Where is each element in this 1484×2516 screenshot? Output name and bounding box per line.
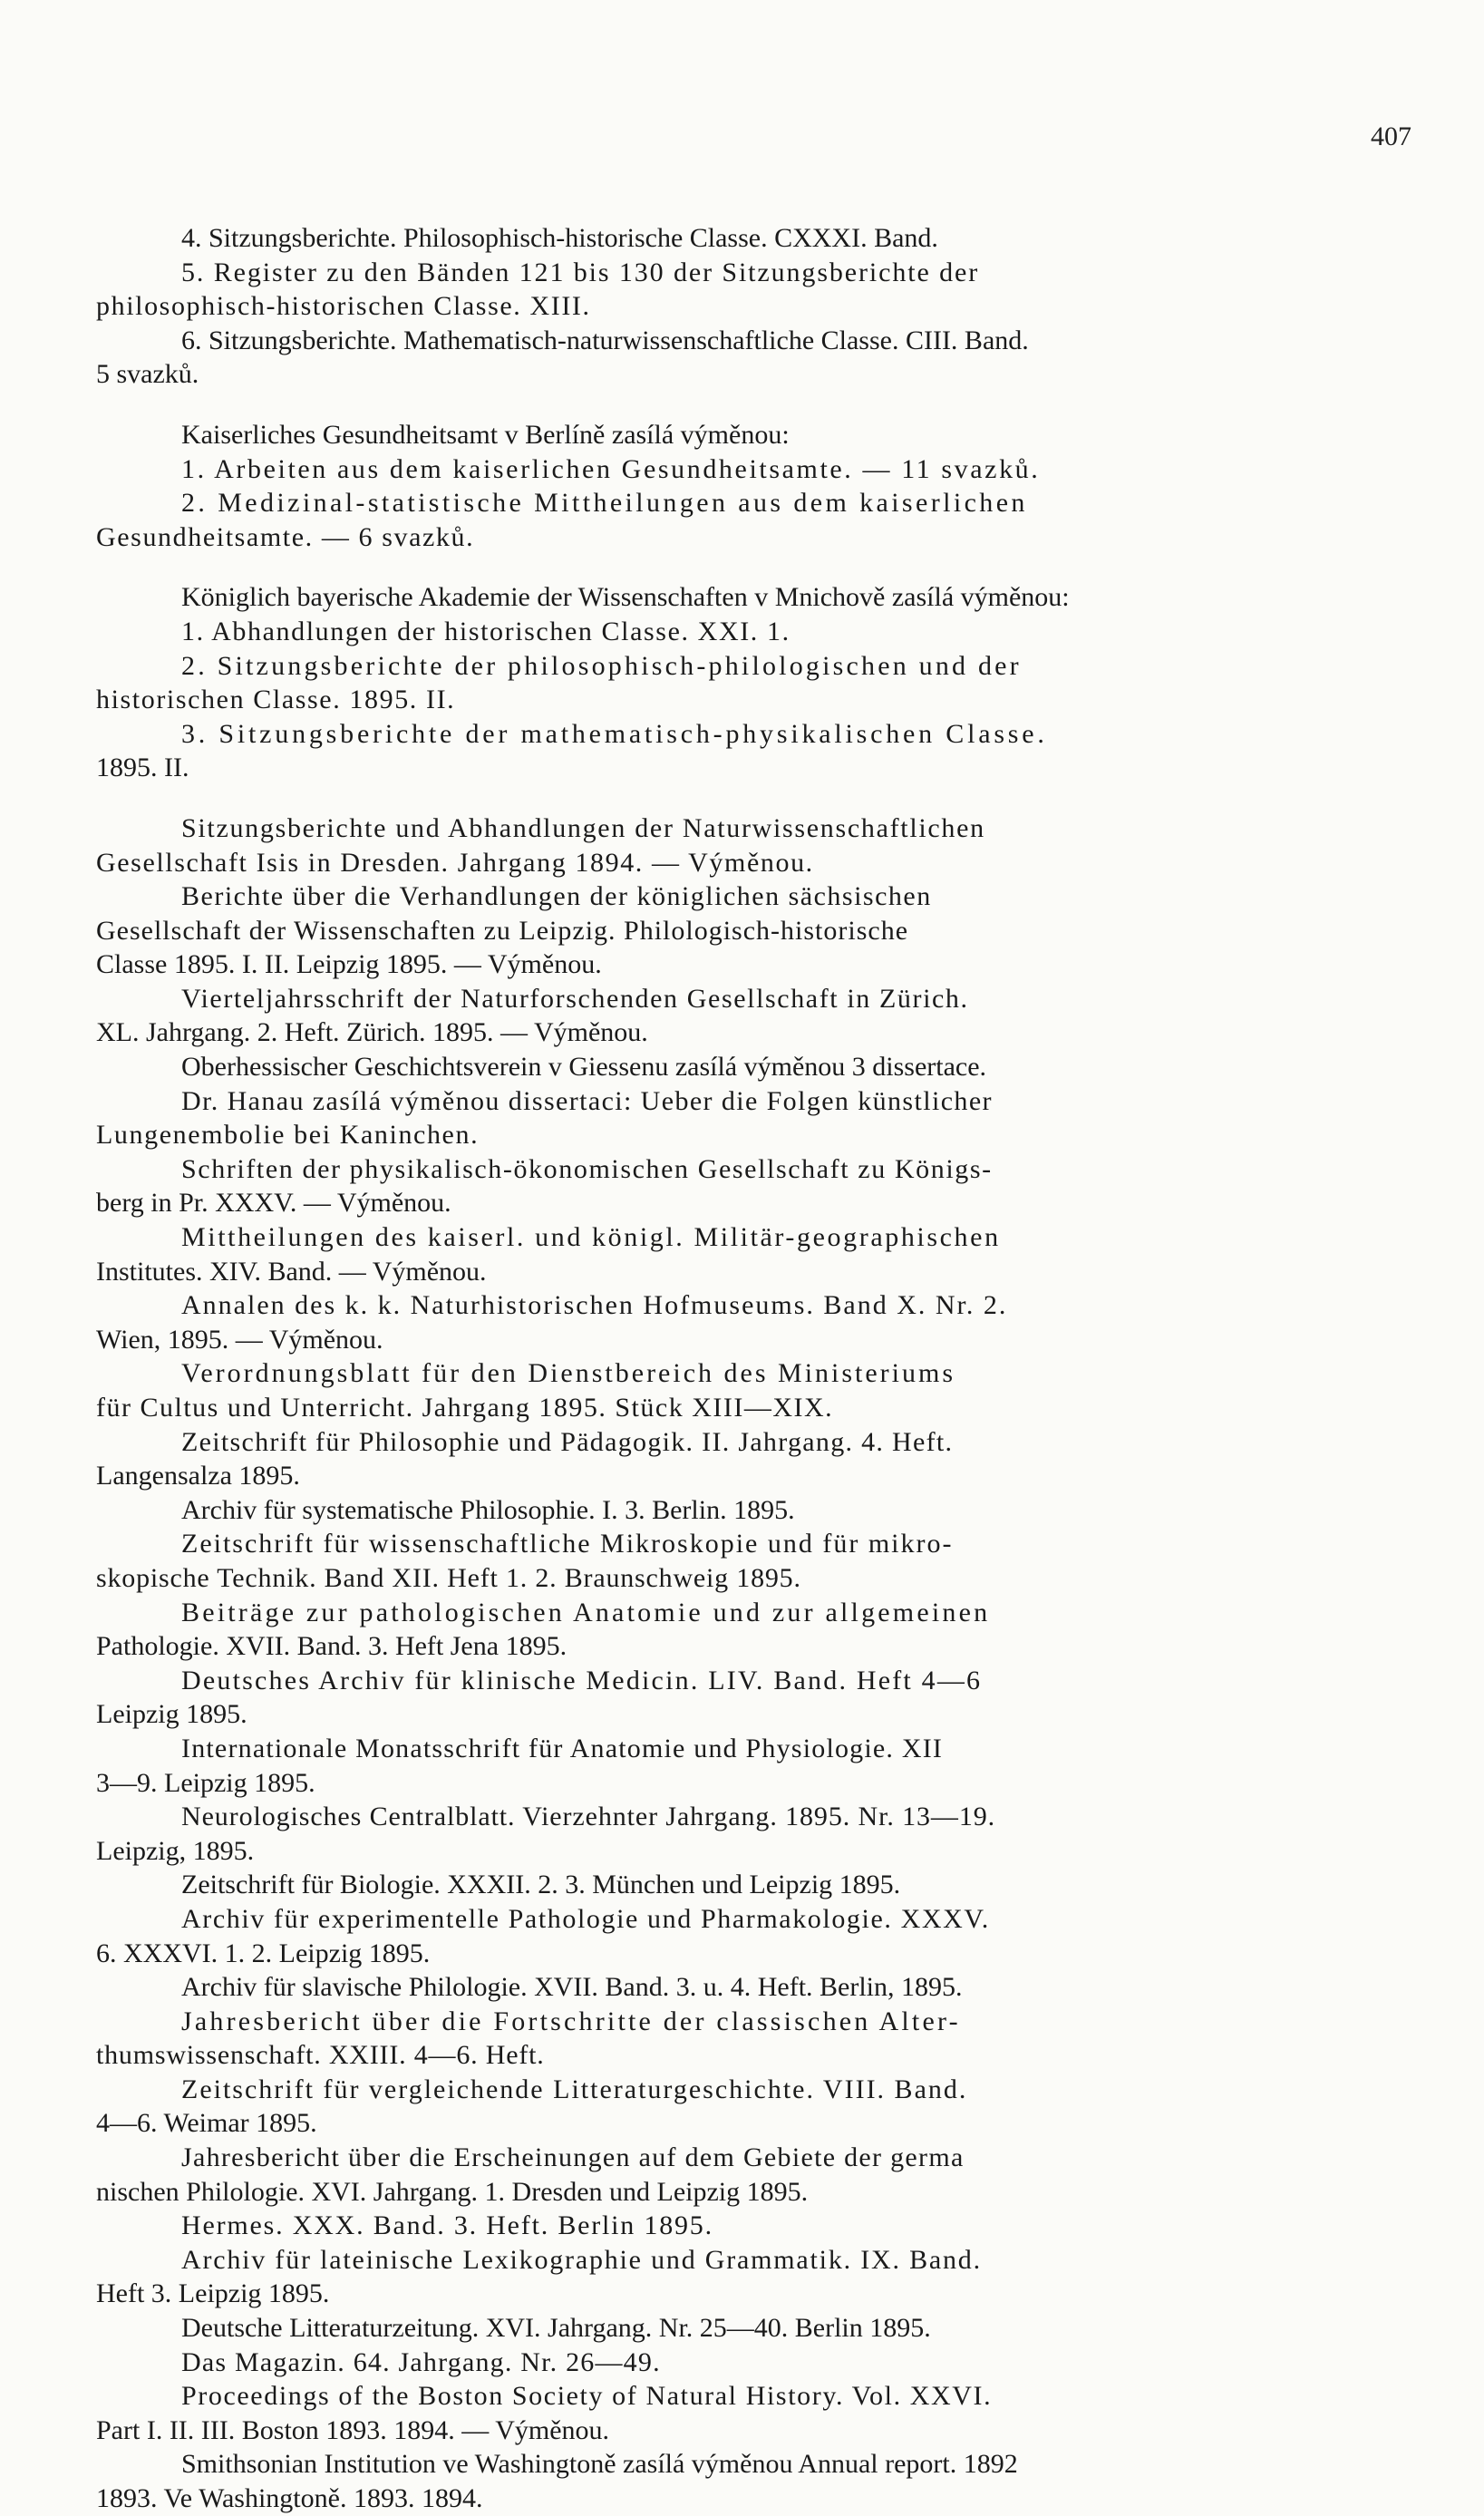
- text-line: 4. Sitzungsberichte. Philosophisch-historische Classe. CXXXI. Band.: [181, 223, 938, 253]
- text-line: Classe 1895. I. II. Leipzig 1895. — Výměnou.: [96, 949, 602, 980]
- text-line: Wien, 1895. — Výměnou.: [96, 1324, 383, 1355]
- section-akademie-wien: [96, 221, 1426, 392]
- text-line: historischen Classe. 1895. II.: [96, 685, 456, 715]
- text-line: Pathologie. XVII. Band. 3. Heft Jena 1895.: [96, 1631, 567, 1662]
- text-line: thumswissenschaft. XXIII. 4—6. Heft.: [96, 2040, 545, 2071]
- text-line: Jahresbericht über die Erscheinungen auf dem Gebiete der germa: [181, 2142, 965, 2173]
- text-line: philosophisch-historischen Classe. XIII.: [96, 291, 591, 322]
- text-line: Zeitschrift für wissenschaftliche Mikroskopie und für mikro-: [181, 1529, 954, 1559]
- text-line: Zeitschrift für vergleichende Litteraturgeschichte. VIII. Band.: [181, 2074, 968, 2104]
- text-line: 4—6. Weimar 1895.: [96, 2108, 317, 2139]
- section-bayerische-akademie: [96, 580, 1426, 785]
- text-line: 1895. II.: [96, 753, 189, 783]
- text-line: Leipzig 1895.: [96, 1699, 247, 1730]
- text-line: Institutes. XIV. Band. — Výměnou.: [96, 1256, 487, 1287]
- text-line: skopische Technik. Band XII. Heft 1. 2. Braunschweig 1895.: [96, 1562, 801, 1593]
- section-heading: Kaiserliches Gesundheitsamt v Berlíně zasílá výměnou:: [181, 419, 790, 450]
- text-line: Archiv für systematische Philosophie. I. 3. Berlin. 1895.: [181, 1494, 795, 1525]
- text-line: Gesundheitsamte. — 6 svazků.: [96, 521, 475, 552]
- document-body: [96, 221, 1426, 2516]
- text-line: 6. XXXVI. 1. 2. Leipzig 1895.: [96, 1938, 431, 1968]
- text-line: Proceedings of the Boston Society of Natural History. Vol. XXVI.: [181, 2381, 993, 2412]
- text-line: berg in Pr. XXXV. — Výměnou.: [96, 1188, 451, 1219]
- text-line: Smithsonian Institution ve Washingtoně zasílá výměnou Annual report. 1892: [181, 2449, 1018, 2480]
- text-line: 2. Medizinal-statistische Mittheilungen aus dem kaiserlichen: [181, 488, 1028, 519]
- text-line: Archiv für experimentelle Pathologie und Pharmakologie. XXXV.: [181, 1903, 990, 1934]
- page-number: 407: [1371, 121, 1411, 151]
- text-line: Gesellschaft Isis in Dresden. Jahrgang 1894. — Výměnou.: [96, 847, 814, 878]
- text-line: 5 svazků.: [96, 359, 199, 390]
- text-line: Oberhessischer Geschichtsverein v Giessenu zasílá výměnou 3 dissertace.: [181, 1052, 987, 1083]
- text-line: Leipzig, 1895.: [96, 1835, 255, 1866]
- text-line: Archiv für lateinische Lexikographie und Grammatik. IX. Band.: [181, 2244, 982, 2275]
- text-line: 6. Sitzungsberichte. Mathematisch-naturwissenschaftliche Classe. CIII. Band.: [181, 325, 1029, 355]
- text-line: 1. Arbeiten aus dem kaiserlichen Gesundheitsamte. — 11 svazků.: [181, 453, 1041, 484]
- text-line: Zeitschrift für Philosophie und Pädagogik. II. Jahrgang. 4. Heft.: [181, 1426, 954, 1457]
- text-line: Heft 3. Leipzig 1895.: [96, 2278, 330, 2309]
- text-line: Gesellschaft der Wissenschaften zu Leipzig. Philologisch-historische: [96, 915, 909, 946]
- text-line: Beiträge zur pathologischen Anatomie und zur allgemeinen: [181, 1597, 991, 1627]
- text-line: Deutsches Archiv für klinische Medicin. LIV. Band. Heft 4—6: [181, 1665, 983, 1695]
- text-line: 3—9. Leipzig 1895.: [96, 1767, 315, 1798]
- text-line: Zeitschrift für Biologie. XXXII. 2. 3. München und Leipzig 1895.: [181, 1870, 901, 1900]
- text-line: Deutsche Litteraturzeitung. XVI. Jahrgang. Nr. 25—40. Berlin 1895.: [181, 2313, 931, 2344]
- text-line: Internationale Monatsschrift für Anatomie und Physiologie. XII: [181, 1733, 944, 1763]
- section-heading: Königlich bayerische Akademie der Wissenschaften v Mnichově zasílá výměnou:: [181, 582, 1070, 613]
- text-line: Annalen des k. k. Naturhistorischen Hofmuseums. Band X. Nr. 2.: [181, 1290, 1008, 1321]
- text-line: Dr. Hanau zasílá výměnou dissertaci: Ueber die Folgen künstlicher: [181, 1085, 993, 1116]
- text-line: 2. Sitzungsberichte der philosophisch-philologischen und der: [181, 650, 1022, 681]
- text-line: Archiv für slavische Philologie. XVII. Band. 3. u. 4. Heft. Berlin, 1895.: [181, 1972, 963, 2003]
- text-line: Berichte über die Verhandlungen der königlichen sächsischen: [181, 881, 932, 912]
- text-line: Lungenembolie bei Kaninchen.: [96, 1120, 480, 1151]
- text-line: Langensalza 1895.: [96, 1461, 300, 1491]
- section-periodicals: [96, 811, 1426, 2516]
- section-gesundheitsamt: [96, 418, 1426, 554]
- text-line: XL. Jahrgang. 2. Heft. Zürich. 1895. — Výměnou.: [96, 1017, 648, 1048]
- text-line: Mittheilungen des kaiserl. und königl. Militär-geographischen: [181, 1222, 1001, 1253]
- text-line: Sitzungsberichte und Abhandlungen der Naturwissenschaftlichen: [181, 812, 985, 843]
- text-line: 1893. Ve Washingtoně. 1893. 1894.: [96, 2483, 483, 2513]
- text-line: Verordnungsblatt für den Dienstbereich des Ministeriums: [181, 1358, 956, 1389]
- text-line: 5. Register zu den Bänden 121 bis 130 der Sitzungsberichte der: [181, 257, 980, 287]
- text-line: 1. Abhandlungen der historischen Classe. XXI. 1.: [181, 616, 790, 646]
- text-line: Das Magazin. 64. Jahrgang. Nr. 26—49.: [181, 2346, 661, 2377]
- text-line: Neurologisches Centralblatt. Vierzehnter Jahrgang. 1895. Nr. 13—19.: [181, 1802, 996, 1832]
- text-line: Jahresbericht über die Fortschritte der classischen Alter-: [181, 2006, 961, 2036]
- text-line: Schriften der physikalisch-ökonomischen Gesellschaft zu Königs-: [181, 1153, 993, 1184]
- text-line: für Cultus und Unterricht. Jahrgang 1895. Stück XIII—XIX.: [96, 1393, 834, 1423]
- text-line: Hermes. XXX. Band. 3. Heft. Berlin 1895.: [181, 2210, 713, 2241]
- text-line: 3. Sitzungsberichte der mathematisch-physikalischen Classe.: [181, 718, 1048, 749]
- text-line: Vierteljahrsschrift der Naturforschenden Gesellschaft in Zürich.: [181, 983, 969, 1014]
- text-line: Part I. II. III. Boston 1893. 1894. — Výměnou.: [96, 2414, 610, 2445]
- text-line: nischen Philologie. XVI. Jahrgang. 1. Dresden und Leipzig 1895.: [96, 2176, 809, 2207]
